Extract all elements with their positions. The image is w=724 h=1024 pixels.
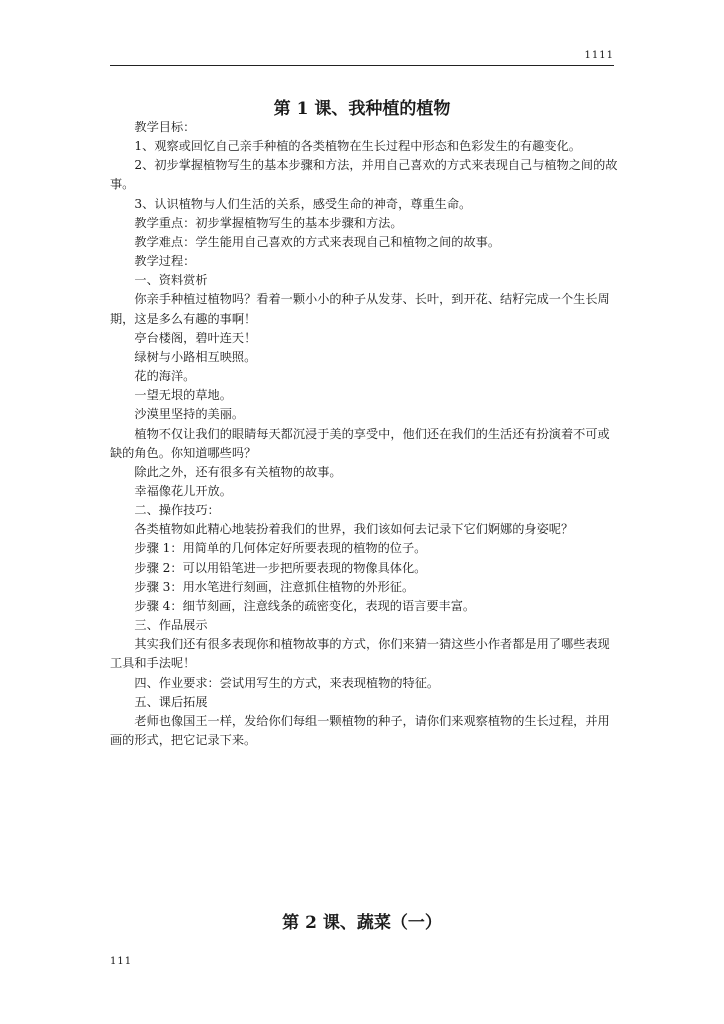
- paragraph: 沙漠里坚持的美丽。: [134, 407, 245, 422]
- lesson-2-title: 第 2 课、蔬菜（一）: [282, 913, 442, 933]
- paragraph: 幸福像花儿开放。: [134, 483, 232, 498]
- paragraph: 绿树与小路相互映照。: [134, 349, 257, 364]
- header-rule: [110, 65, 614, 66]
- paragraph: 花的海洋。: [134, 369, 196, 384]
- lesson-1-title: 第 1 课、我种植的植物: [273, 99, 451, 119]
- paragraph: 步骤 4：细节刻画，注意线条的疏密变化，表现的语言要丰富。: [134, 598, 476, 613]
- paragraph: 1、观察或回忆自己亲手种植的各类植物在生长过程中形态和色彩发生的有趣变化。: [134, 139, 581, 154]
- section-heading: 四、作业要求：尝试用写生的方式，来表现植物的特征。: [134, 675, 440, 690]
- paragraph: 各类植物如此精心地装扮着我们的世界，我们该如何去记录下它们婀娜的身姿呢？: [134, 522, 574, 537]
- paragraph: 教学目标：: [134, 120, 196, 134]
- paragraph: 老师也像国王一样，发给你们每组一颗植物的种子，请你们来观察植物的生长过程，并用画的形式，把它记录下来。: [110, 713, 610, 747]
- paragraph: 植物不仅让我们的眼睛每天都沉浸于美的享受中，他们还在我们的生活还有扮演着不可或缺的角色。你知道哪些吗？: [110, 426, 610, 460]
- lesson-1-body: [110, 118, 618, 750]
- paragraph: 教学难点：学生能用自己喜欢的方式来表现自己和植物之间的故事。: [134, 234, 501, 249]
- paragraph: 一望无垠的草地。: [134, 388, 232, 403]
- paragraph: 步骤 3：用水笔进行刻画，注意抓住植物的外形征。: [134, 579, 415, 594]
- paragraph: 教学过程：: [134, 254, 196, 269]
- paragraph: 其实我们还有很多表现你和植物故事的方式，你们来猜一猜这些小作者都是用了哪些表现工具和手法呢！: [110, 637, 610, 671]
- paragraph: 除此之外，还有很多有关植物的故事。: [134, 464, 342, 479]
- paragraph: 你亲手种植过植物吗？看着一颗小小的种子从发芽、长叶，到开花、结籽完成一个生长周期，这是多么有趣的事啊！: [110, 292, 610, 326]
- section-heading: 一、资料赏析: [134, 273, 208, 288]
- paragraph: 步骤 1：用简单的几何体定好所要表现的植物的位子。: [134, 541, 427, 556]
- header-page-number: 1111: [584, 50, 614, 61]
- paragraph: 亭台楼阁，碧叶连天！: [134, 330, 257, 345]
- paragraph: 3、认识植物与人们生活的关系，感受生命的神奇，尊重生命。: [134, 196, 472, 211]
- paragraph: 2、初步掌握植物写生的基本步骤和方法，并用自己喜欢的方式来表现自己与植物之间的故事。: [110, 158, 618, 192]
- section-heading: 五、课后拓展: [134, 694, 208, 709]
- section-heading: 三、作品展示: [134, 618, 208, 633]
- section-heading: 二、操作技巧：: [134, 503, 220, 518]
- paragraph: 步骤 2：可以用铅笔进一步把所要表现的物像具体化。: [134, 560, 427, 575]
- footer-page-number: 111: [110, 956, 133, 967]
- paragraph: 教学重点：初步掌握植物写生的基本步骤和方法。: [134, 215, 403, 230]
